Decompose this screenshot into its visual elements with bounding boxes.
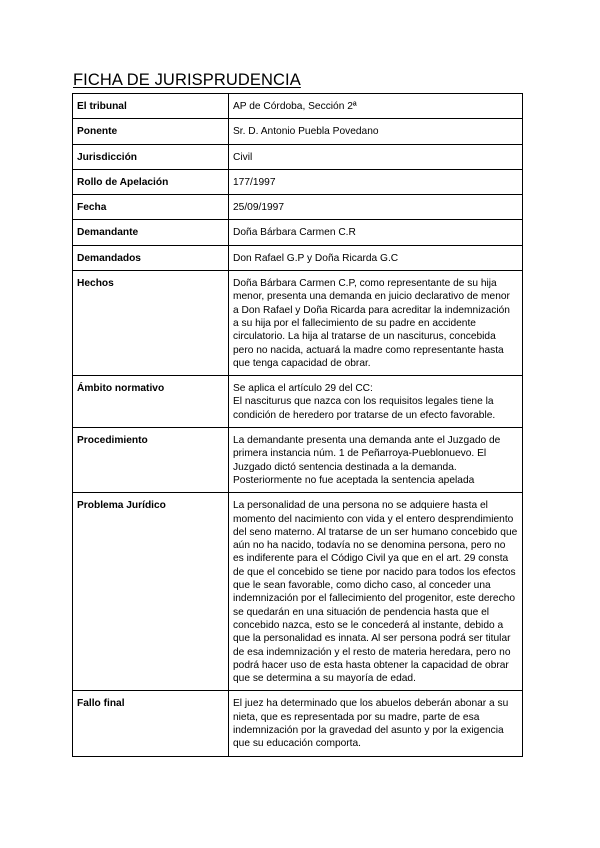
table-row [73, 195, 523, 220]
row-value: Doña Bárbara Carmen C.R [229, 220, 523, 245]
row-label: Problema Jurídico [73, 493, 229, 691]
table-row [73, 119, 523, 144]
table-row [73, 169, 523, 194]
jurisprudence-table [72, 93, 523, 757]
row-value: Sr. D. Antonio Puebla Povedano [229, 119, 523, 144]
row-label: Ámbito normativo [73, 376, 229, 428]
table-row [73, 245, 523, 270]
table-row [73, 220, 523, 245]
row-value: La demandante presenta una demanda ante el Juzgado de primera instancia núm. 1 de Peñarroya-Pueblonuevo. El Juzgado dictó sentencia destinada a la demanda. Posteriormente no fue aceptada la sentencia apelada [229, 428, 523, 493]
row-value: Civil [229, 144, 523, 169]
row-label: Demandante [73, 220, 229, 245]
table-row [73, 376, 523, 428]
row-label: Hechos [73, 271, 229, 376]
row-label: Fecha [73, 195, 229, 220]
row-value: AP de Córdoba, Sección 2ª [229, 94, 523, 119]
table-row [73, 428, 523, 493]
row-value: 25/09/1997 [229, 195, 523, 220]
row-label: Rollo de Apelación [73, 169, 229, 194]
row-label: Fallo final [73, 691, 229, 756]
table-row [73, 271, 523, 376]
row-value: La personalidad de una persona no se adquiere hasta el momento del nacimiento con vida y el entero desprendimiento del seno materno. Al tratarse de un ser humano concebido que aún no ha nacido, todavía no se denomina persona, pero no es indiferente para el Código Civil ya que en el art. 29 consta de que el concebido se tiene por nacido para todos los efectos que le sean favorable, como dicho caso, al conceder una indemnización por el fallecimiento del progenitor, este derecho se quedarán en una situación de pendencia hasta que el concebido nazca, esto se le concederá al instante, debido a que la personalidad es innata. Al ser persona podrá ser titular de esa indemnización y el resto de materia heredara, pero no podrá hacer uso de esta hasta obtener la capacidad de obrar que se determina a su mayoría de edad. [229, 493, 523, 691]
table-row [73, 94, 523, 119]
table-row [73, 144, 523, 169]
table-row [73, 493, 523, 691]
row-value: Don Rafael G.P y Doña Ricarda G.C [229, 245, 523, 270]
row-value: Se aplica el artículo 29 del CC: El nasciturus que nazca con los requisitos legales tiene la condición de heredero por tratarse de un efecto favorable. [229, 376, 523, 428]
row-label: Procedimiento [73, 428, 229, 493]
row-label: El tribunal [73, 94, 229, 119]
table-row [73, 691, 523, 756]
row-value: Doña Bárbara Carmen C.P, como representante de su hija menor, presenta una demanda en juicio declarativo de menor a Don Rafael y Doña Ricarda para acreditar la indemnización a su hija por el fallecimiento de su padre en accidente circulatorio. La hija al tratarse de un nasciturus, concebida pero no nacida, actuará la madre como representante hasta que tenga capacidad de obrar. [229, 271, 523, 376]
row-value: El juez ha determinado que los abuelos deberán abonar a su nieta, que es representada por su madre, parte de esa indemnización por la gravedad del asunto y por la exigencia que su educación comporta. [229, 691, 523, 756]
row-label: Demandados [73, 245, 229, 270]
row-label: Jurisdicción [73, 144, 229, 169]
page-title: FICHA DE JURISPRUDENCIA [73, 71, 301, 89]
row-value: 177/1997 [229, 169, 523, 194]
row-label: Ponente [73, 119, 229, 144]
